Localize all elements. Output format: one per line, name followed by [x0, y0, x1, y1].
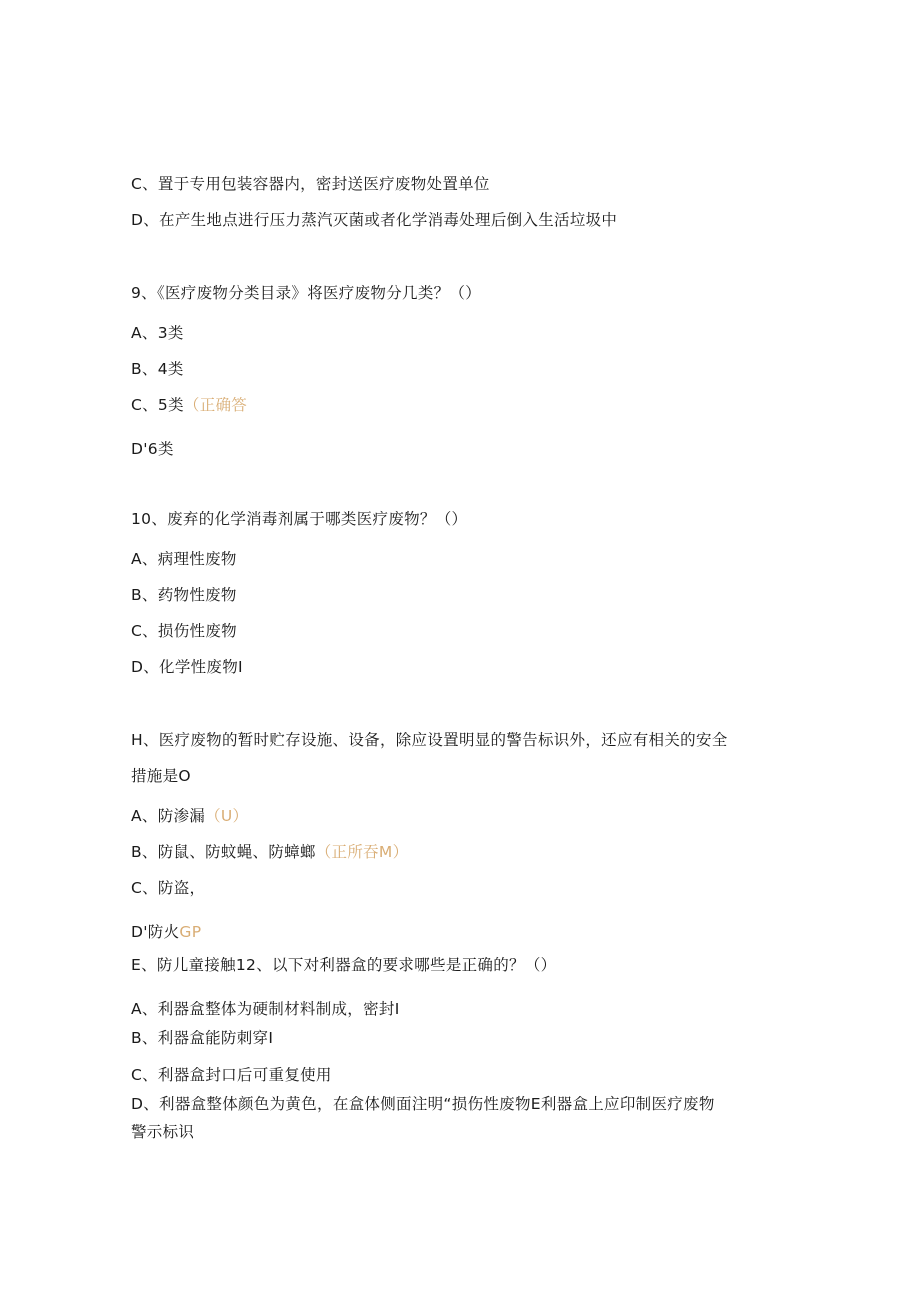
- q10-question: 10、废弃的化学消毒剂属于哪类医疗废物？（）: [131, 510, 468, 528]
- q11-option-e-and-q12-question: E、防儿童接触12、以下对利器盒的要求哪些是正确的？（）: [131, 956, 557, 974]
- q12-option-d-line1: D、利器盒整体颜色为黄色，在盒体侧面注明“损伤性废物E利器盒上应印制医疗废物: [131, 1095, 715, 1113]
- q11-option-b: B、防鼠、防蚊蝇、防蟑螂（正所吞M）: [131, 843, 409, 861]
- q12-option-b: B、利器盒能防刺穿I: [131, 1029, 274, 1047]
- q12-option-a: A、利器盒整体为硬制材料制成，密封I: [131, 1000, 400, 1018]
- q9-option-c: C、5类（正确答: [131, 396, 248, 414]
- q9-question: 9、《医疗废物分类目录》将医疗废物分几类？（）: [131, 284, 482, 302]
- q12-option-d-line2: 警示标识: [131, 1123, 195, 1141]
- q9-option-d: D'6类: [131, 440, 174, 458]
- q11-option-a: A、防渗漏（U）: [131, 807, 249, 825]
- q11-option-c: C、防盗，: [131, 879, 206, 897]
- answer-note: （正所吞M）: [315, 843, 409, 861]
- answer-note: （U）: [205, 807, 249, 825]
- answer-note: （正确答: [183, 396, 248, 414]
- q10-option-d: D、化学性废物I: [131, 658, 243, 676]
- q11-question-line2: 措施是O: [131, 767, 191, 785]
- q11-question-line1: H、医疗废物的暂时贮存设施、设备，除应设置明显的警告标识外，还应有相关的安全: [131, 731, 728, 749]
- q10-option-a: A、病理性废物: [131, 550, 237, 568]
- q12-option-c: C、利器盒封口后可重复使用: [131, 1066, 332, 1084]
- q8-option-c: C、置于专用包装容器内，密封送医疗废物处置单位: [131, 175, 490, 193]
- q11-option-d: D'防火GP: [131, 923, 202, 941]
- q8-option-d: D、在产生地点进行压力蒸汽灭菌或者化学消毒处理后倒入生活垃圾中: [131, 211, 618, 229]
- q9-option-b: B、4类: [131, 360, 184, 378]
- q10-option-b: B、药物性废物: [131, 586, 237, 604]
- answer-note: GP: [179, 923, 202, 941]
- q10-option-c: C、损伤性废物: [131, 622, 237, 640]
- q9-option-a: A、3类: [131, 324, 184, 342]
